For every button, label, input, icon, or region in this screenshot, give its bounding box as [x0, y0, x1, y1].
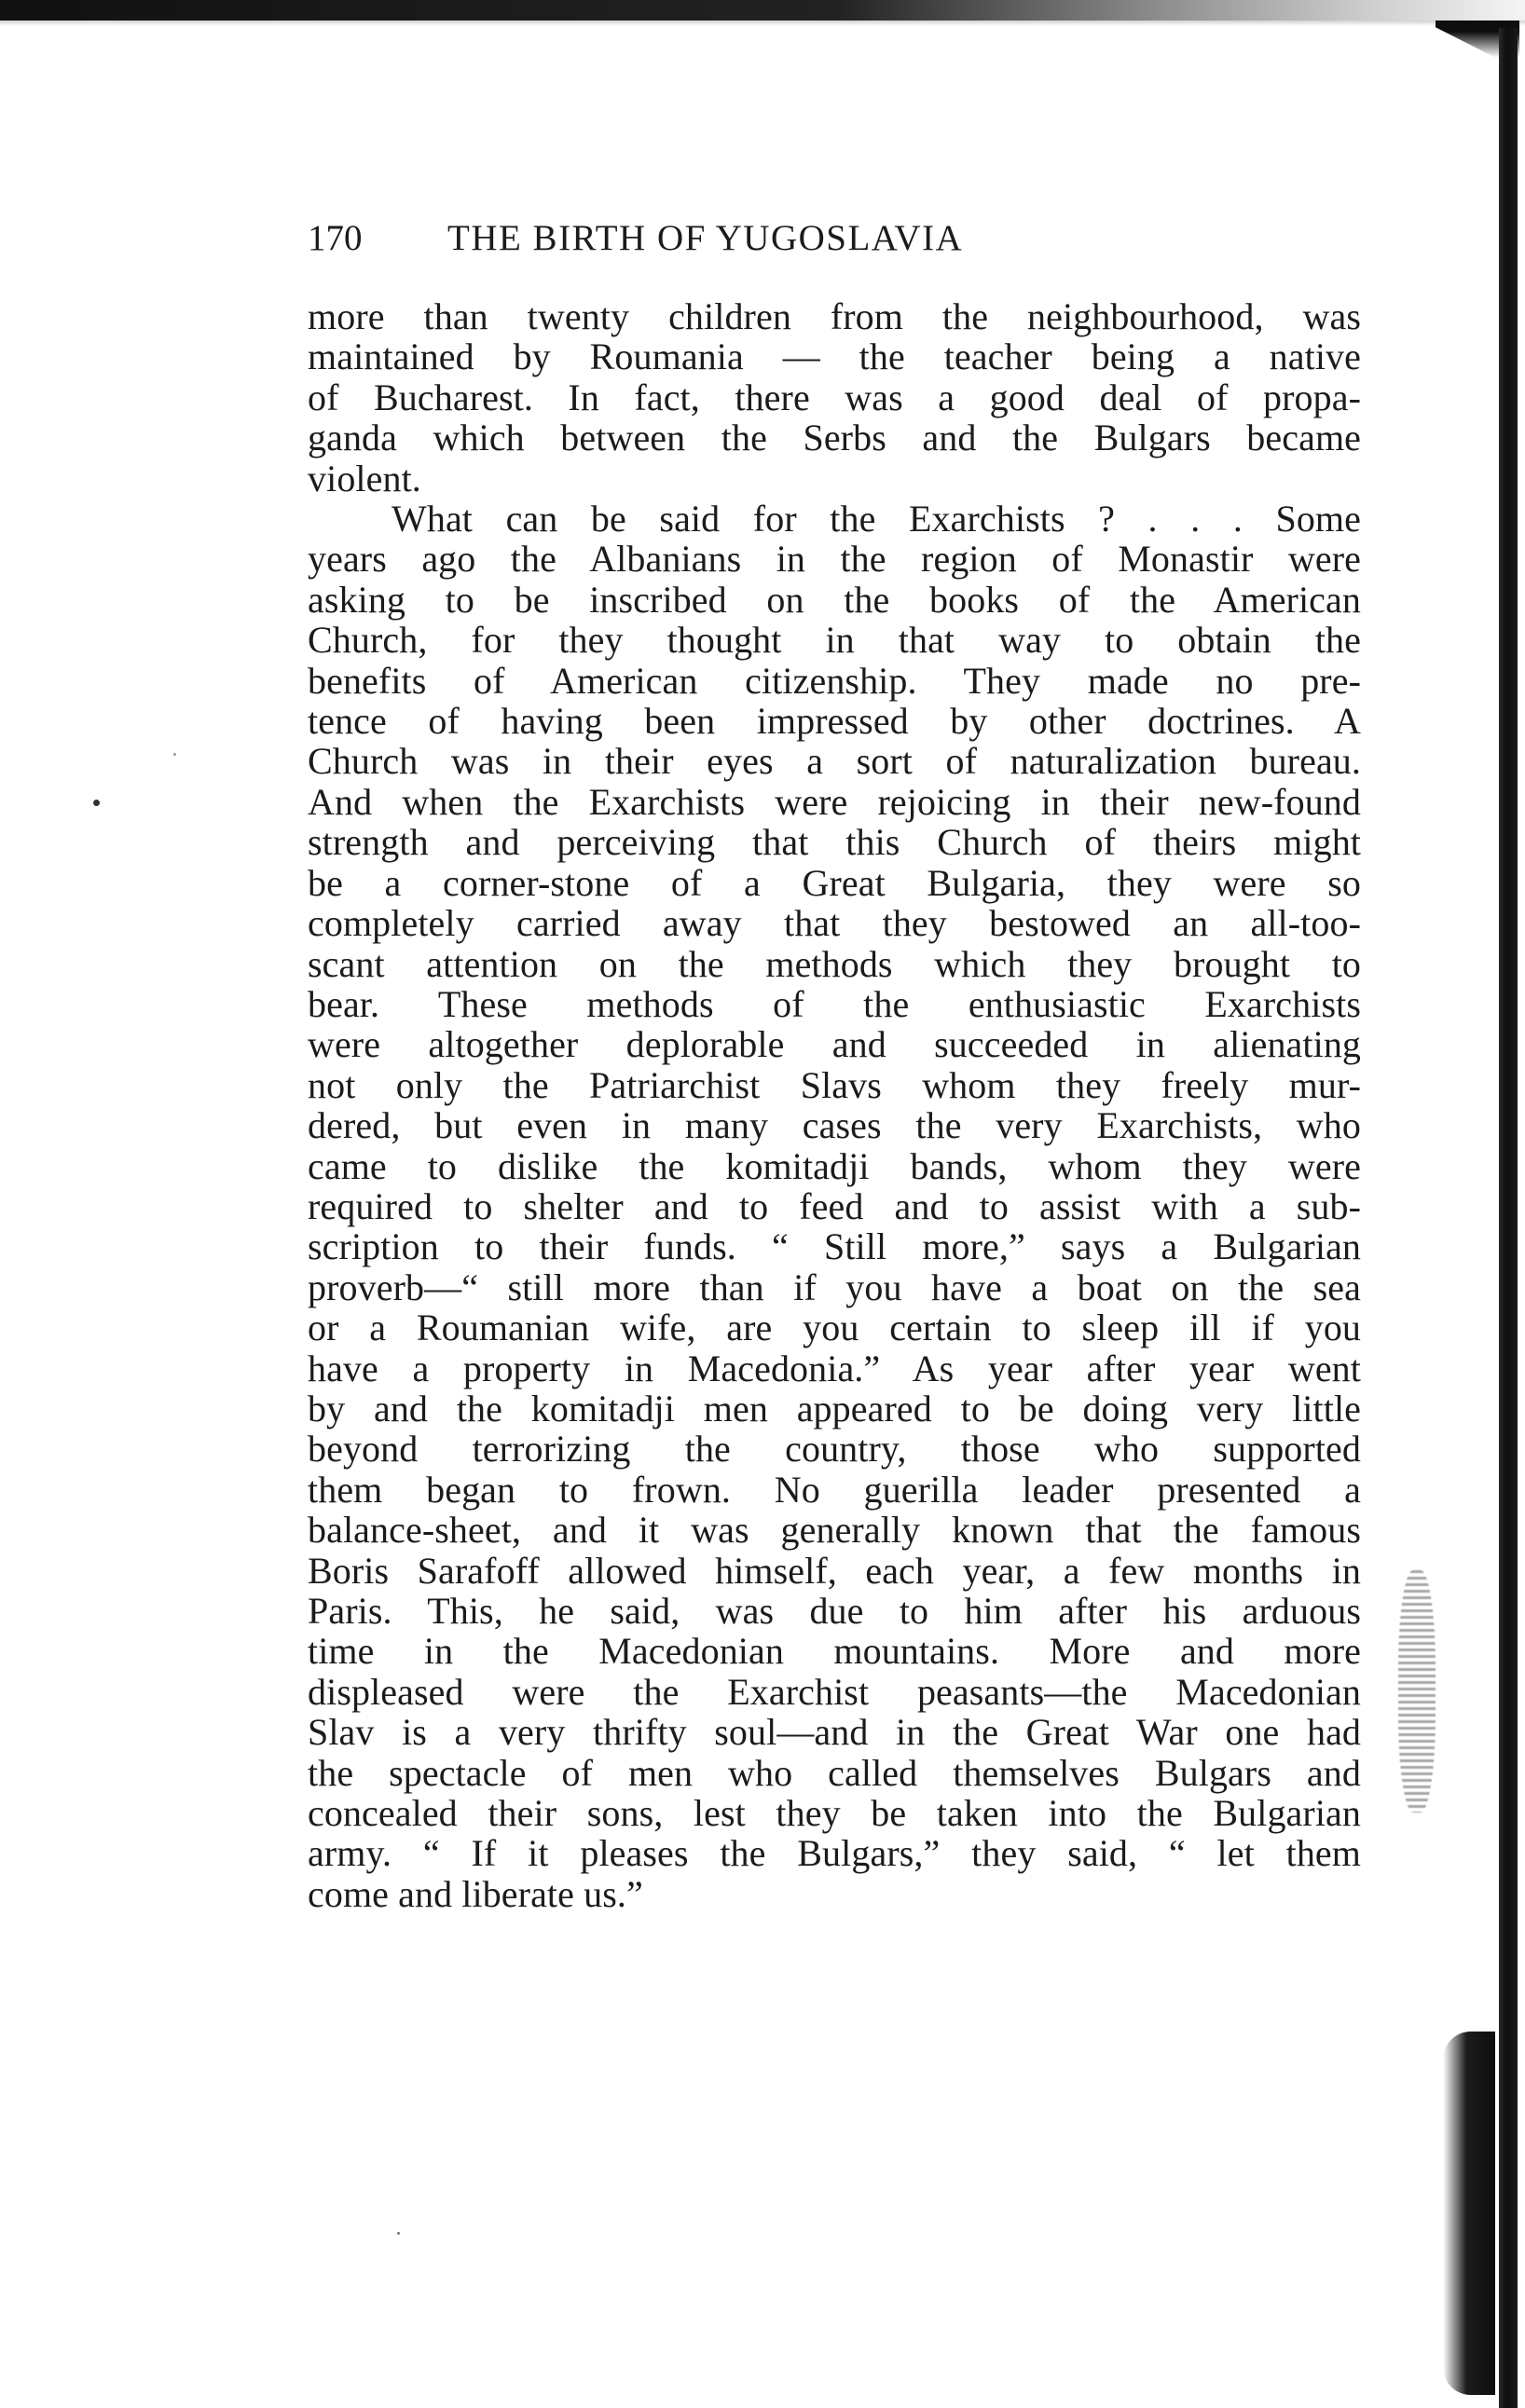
text-line: strength and perceiving that this Church of theirs might [308, 821, 1362, 864]
text-line: have a property in Macedonia.” As year after year went [308, 1347, 1361, 1389]
text-line: maintained by Roumania — the teacher being a native [308, 335, 1361, 378]
text-line: Paris. This, he said, was due to him after his arduous [308, 1590, 1361, 1632]
text-line: asking to be inscribed on the books of the American [308, 578, 1361, 621]
text-line: army. “ If it pleases the Bulgars,” they said, “ let them [308, 1832, 1361, 1875]
text-line: came to dislike the komitadji bands, whom they were [308, 1144, 1361, 1187]
text-line: or a Roumanian wife, are you certain to sleep ill if you [308, 1307, 1362, 1349]
text-line: Slav is a very thrifty soul—and in the Great War one had [308, 1711, 1362, 1754]
text-line: scription to their funds. “ Still more,” says a Bulgarian [308, 1225, 1362, 1268]
text-line: be a corner-stone of a Great Bulgaria, they were so [308, 861, 1361, 904]
scan-right-edge [1499, 28, 1518, 2408]
text-line: Boris Sarafoff allowed himself, each year, a few months in [308, 1549, 1362, 1592]
scan-speck [93, 800, 100, 806]
text-line: proverb—“ still more than if you have a boat on the sea [308, 1266, 1361, 1308]
text-line: violent. [308, 457, 421, 499]
scan-speck [173, 753, 176, 756]
text-line: time in the Macedonian mountains. More and more [308, 1630, 1362, 1673]
text-line: tence of having been impressed by other doctrines. A [308, 700, 1361, 743]
page-number: 170 [308, 218, 363, 258]
text-line: were altogether deplorable and succeeded in alienating [308, 1023, 1362, 1066]
text-line: What can be said for the Exarchists ? . . . Some [392, 498, 1361, 540]
text-line: by and the komitadji men appeared to be doing very little [308, 1387, 1362, 1430]
text-line: concealed their sons, lest they be taken into the Bulgarian [308, 1792, 1361, 1835]
scan-binding-bar [1443, 2032, 1495, 2395]
scan-speck [397, 2232, 400, 2235]
text-line: more than twenty children from the neighbourhood, was [308, 295, 1361, 337]
text-line: And when the Exarchists were rejoicing in their new-found [308, 780, 1361, 823]
text-line: Church, for they thought in that way to obtain the [308, 619, 1362, 662]
text-line: scant attention on the methods which they brought to [308, 942, 1362, 985]
body-text [308, 296, 1361, 1914]
text-line: ganda which between the Serbs and the Bulgars became [308, 417, 1362, 459]
text-line: beyond terrorizing the country, those who supported [308, 1428, 1361, 1471]
text-line: displeased were the Exarchist peasants—the Macedonian [308, 1670, 1361, 1713]
text-line: not only the Patriarchist Slavs whom they freely mur- [308, 1063, 1362, 1106]
text-line: come and liberate us.” [308, 1872, 643, 1915]
scan-binding-shadow [1398, 1570, 1436, 1813]
text-line: benefits of American citizenship. They made no pre- [308, 659, 1362, 702]
running-title: THE BIRTH OF YUGOSLAVIA [447, 218, 964, 258]
text-line: required to shelter and to feed and to assist with a sub- [308, 1184, 1362, 1227]
scan-top-edge [0, 0, 1525, 21]
text-line: years ago the Albanians in the region of Monastir were [308, 538, 1362, 581]
scan-top-edge-shadow [0, 21, 1525, 26]
text-line: the spectacle of men who called themselves Bulgars and [308, 1751, 1361, 1794]
text-line: bear. These methods of the enthusiastic Exarchists [308, 982, 1362, 1025]
text-line: Church was in their eyes a sort of naturalization bureau. [308, 740, 1362, 783]
page-header [308, 212, 1361, 265]
text-line: dered, but even in many cases the very Exarchists, who [308, 1104, 1361, 1147]
text-line: them began to frown. No guerilla leader presented a [308, 1468, 1362, 1511]
text-line: balance-sheet, and it was generally known that the famous [308, 1509, 1361, 1552]
text-line: completely carried away that they bestowed an all-too- [308, 902, 1361, 945]
text-line: of Bucharest. In fact, there was a good deal of propa- [308, 376, 1361, 418]
